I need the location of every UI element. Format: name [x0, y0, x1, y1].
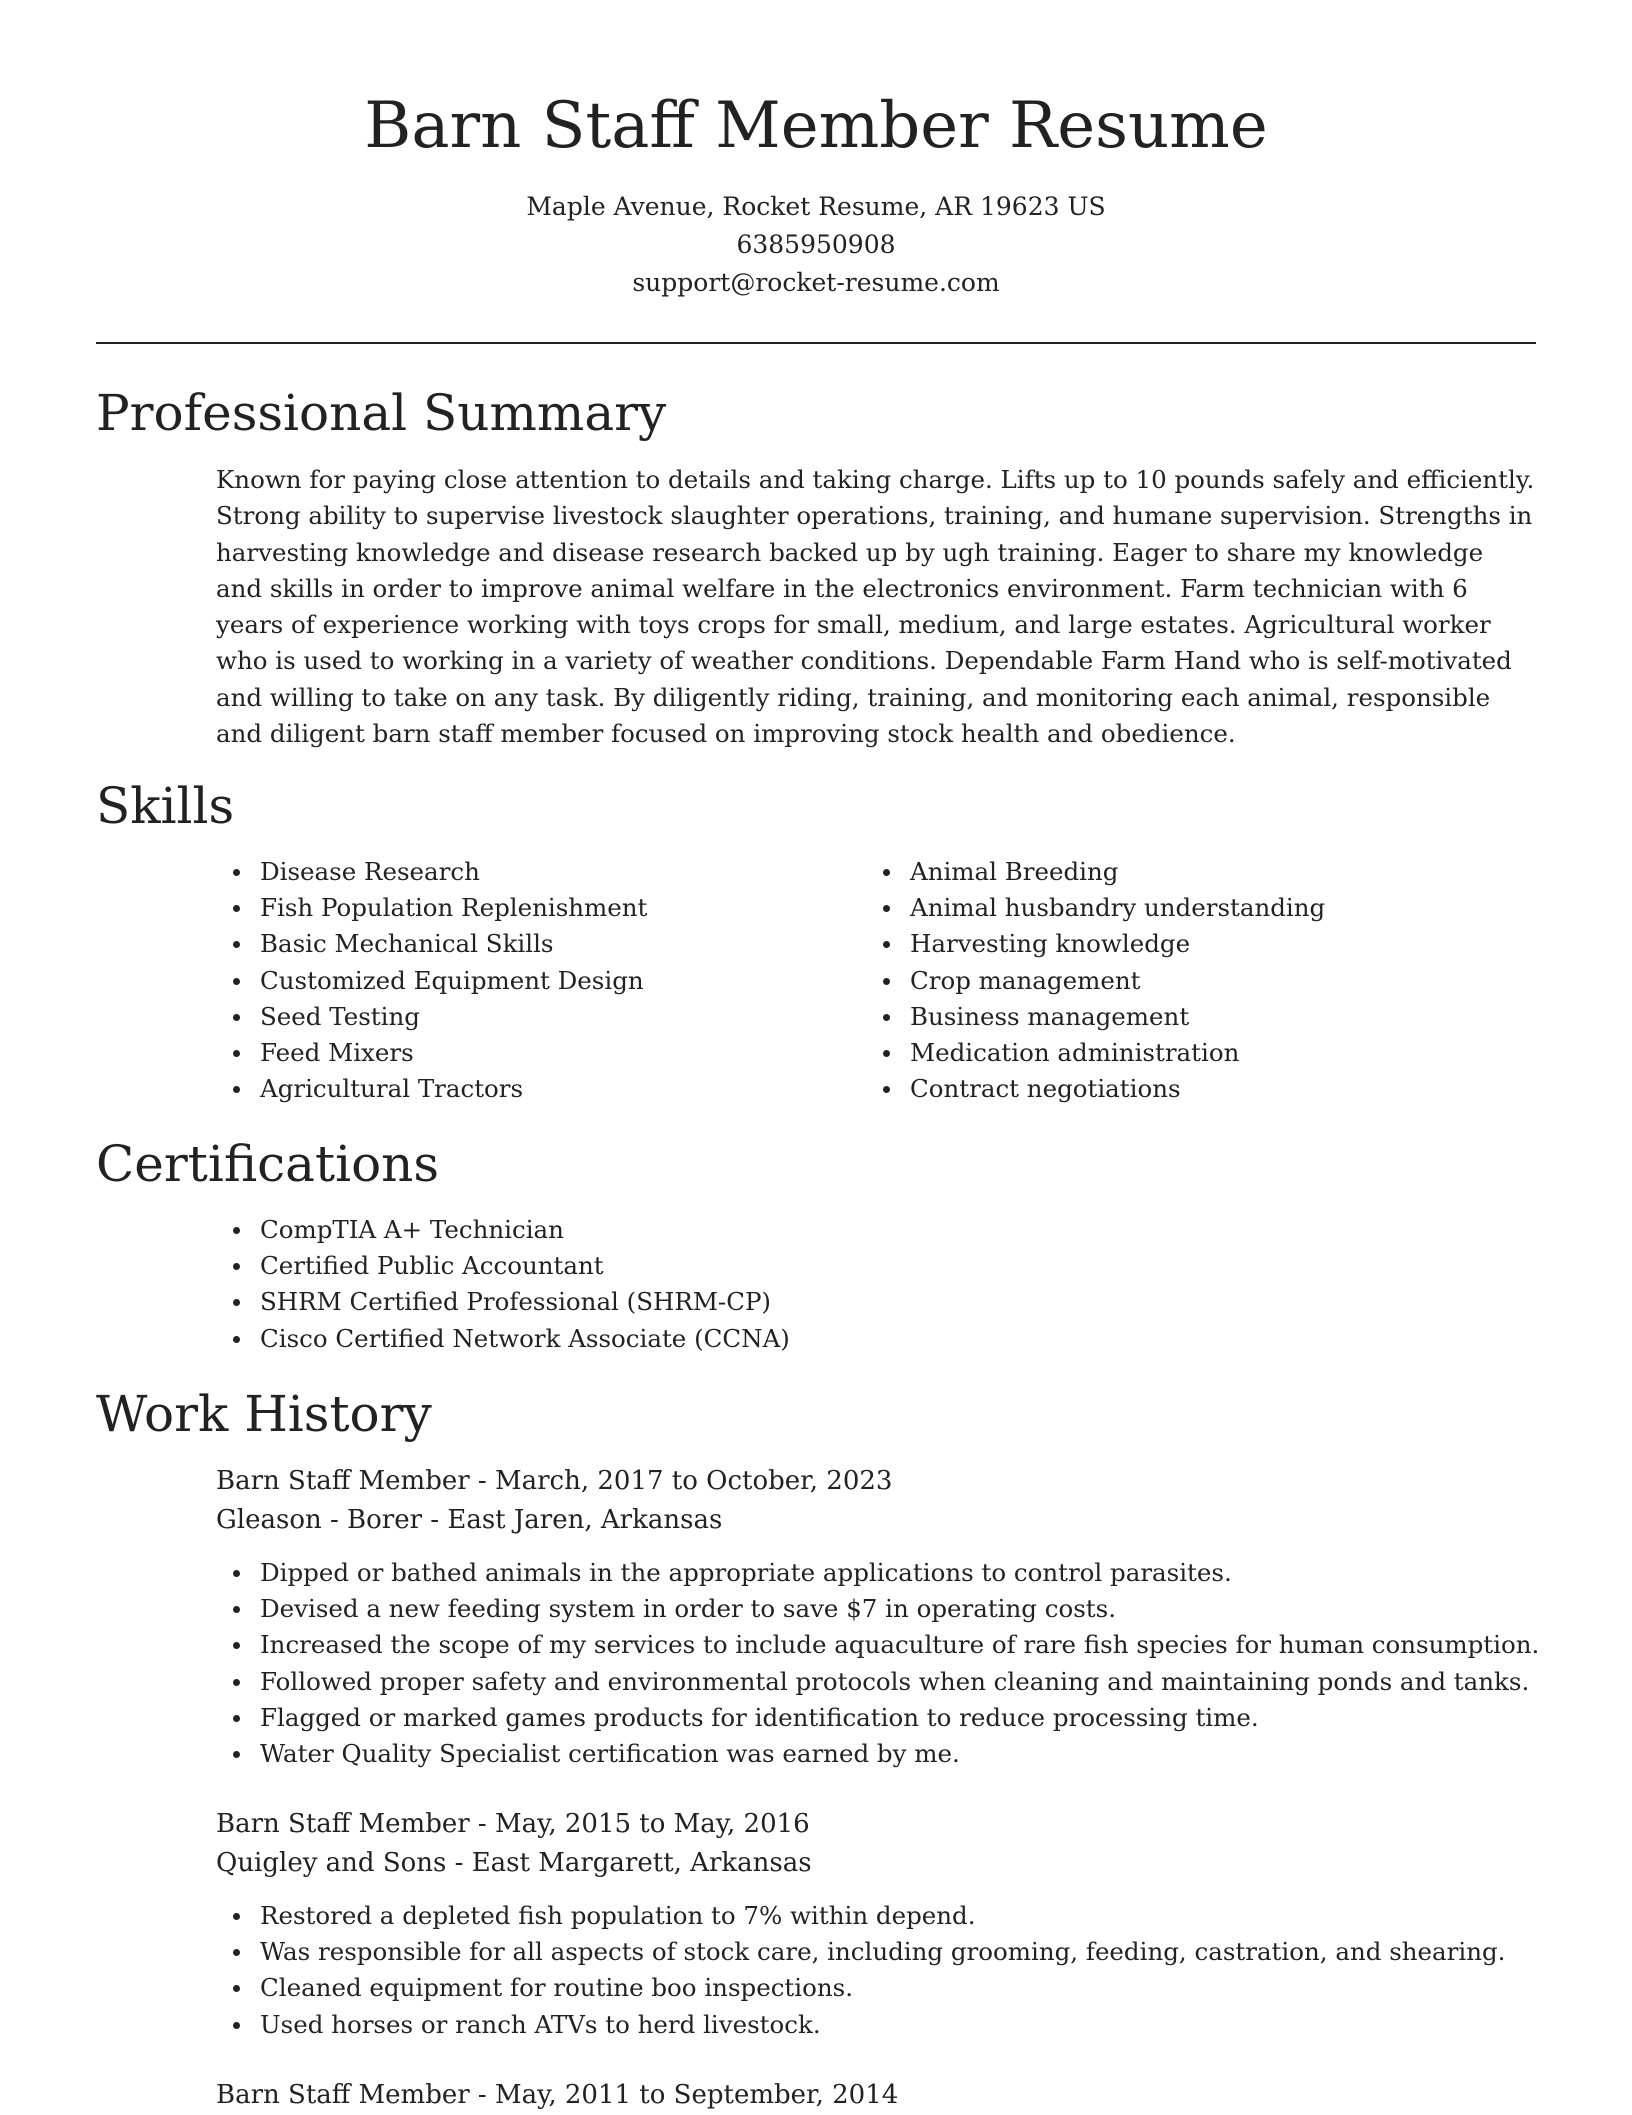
job-bullets: [216, 1898, 1505, 2043]
list-item: Contract negotiations: [866, 1071, 1325, 1107]
list-item: Cleaned equipment for routine boo inspections.: [216, 1970, 1505, 2006]
list-item: Business management: [866, 999, 1325, 1035]
skills-heading: Skills: [96, 777, 235, 835]
list-item: Harvesting knowledge: [866, 926, 1325, 962]
list-item: Animal Breeding: [866, 854, 1325, 890]
list-item: Flagged or marked games products for identification to reduce processing time.: [216, 1700, 1539, 1736]
list-item: Feed Mixers: [216, 1035, 647, 1071]
job-title-line: Barn Staff Member - March, 2017 to October, 2023: [216, 1466, 893, 1496]
contact-block: [0, 188, 1632, 302]
certifications-heading: Certifications: [96, 1135, 440, 1193]
list-item: Animal husbandry understanding: [866, 890, 1325, 926]
job-title-line: Barn Staff Member - May, 2015 to May, 2016: [216, 1809, 810, 1839]
contact-address: Maple Avenue, Rocket Resume, AR 19623 US: [526, 192, 1106, 221]
list-item: Water Quality Specialist certification was earned by me.: [216, 1736, 1539, 1772]
work-history-heading: Work History: [96, 1385, 432, 1443]
list-item: SHRM Certified Professional (SHRM-CP): [216, 1284, 790, 1320]
skills-list-left: [216, 854, 647, 1107]
list-item: Certified Public Accountant: [216, 1248, 790, 1284]
list-item: Followed proper safety and environmental protocols when cleaning and maintaining ponds and tanks.: [216, 1664, 1539, 1700]
list-item: Seed Testing: [216, 999, 647, 1035]
header-divider: [96, 342, 1536, 344]
list-item: Restored a depleted fish population to 7% within depend.: [216, 1898, 1505, 1934]
list-item: Devised a new feeding system in order to save $7 in operating costs.: [216, 1591, 1539, 1627]
list-item: Used horses or ranch ATVs to herd livestock.: [216, 2007, 1505, 2043]
job-bullets: [216, 1555, 1539, 1772]
contact-email: support@rocket-resume.com: [632, 268, 1000, 297]
list-item: Agricultural Tractors: [216, 1071, 647, 1107]
resume-header: [0, 0, 1632, 302]
list-item: CompTIA A+ Technician: [216, 1212, 790, 1248]
summary-text: Known for paying close attention to details and taking charge. Lifts up to 10 pounds safely and efficiently. Strong ability to supervise livestock slaughter operations, training, and humane supervision. Strengths in harvesting knowledge and disease research backed up by ugh training. Eager to share my knowledge and skills in order to improve animal welfare in the electronics environment. Farm technician with 6 years of experience working with toys crops for small, medium, and large estates. Agricultural worker who is used to working in a variety of weather conditions. Dependable Farm Hand who is self-motivated and willing to take on any task. By diligently riding, training, and monitoring each animal, responsible and diligent barn staff member focused on improving stock health and obedience.: [216, 465, 1535, 749]
certifications-list: [216, 1212, 790, 1357]
list-item: Increased the scope of my services to include aquaculture of rare fish species for human consumption.: [216, 1627, 1539, 1663]
list-item: Dipped or bathed animals in the appropriate applications to control parasites.: [216, 1555, 1539, 1591]
contact-phone: 6385950908: [736, 230, 896, 259]
list-item: Was responsible for all aspects of stock care, including grooming, feeding, castration, and shearing.: [216, 1934, 1505, 1970]
summary-heading: Professional Summary: [96, 384, 667, 442]
job-title-line: Barn Staff Member - May, 2011 to September, 2014: [216, 2080, 899, 2110]
resume-title: Barn Staff Member Resume: [364, 89, 1268, 163]
job-company-line: Quigley and Sons - East Margarett, Arkansas: [216, 1848, 812, 1878]
skills-list-right: [866, 854, 1325, 1107]
list-item: Disease Research: [216, 854, 647, 890]
list-item: Cisco Certified Network Associate (CCNA): [216, 1321, 790, 1357]
list-item: Fish Population Replenishment: [216, 890, 647, 926]
list-item: Basic Mechanical Skills: [216, 926, 647, 962]
list-item: Customized Equipment Design: [216, 963, 647, 999]
job-company-line: Gleason - Borer - East Jaren, Arkansas: [216, 1505, 723, 1535]
list-item: Crop management: [866, 963, 1325, 999]
list-item: Medication administration: [866, 1035, 1325, 1071]
